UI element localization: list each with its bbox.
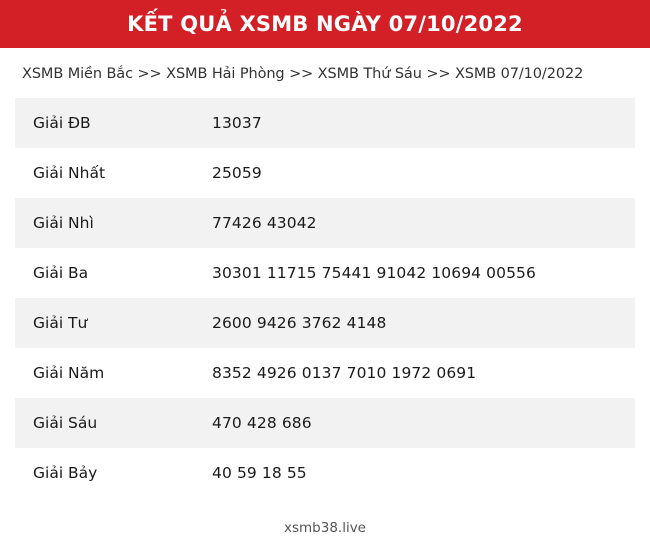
prize-value: 2600 9426 3762 4148 [212, 314, 387, 332]
breadcrumb-item-weekday[interactable]: XSMB Thứ Sáu [317, 66, 422, 82]
prize-label: Giải Sáu [33, 414, 98, 432]
footer-site-name: xsmb38.live [283, 520, 366, 536]
prize-label: Giải Năm [33, 364, 105, 382]
prize-value: 470 428 686 [212, 414, 312, 432]
prize-value: 25059 [212, 164, 262, 182]
table-row [15, 98, 635, 148]
breadcrumb-item-province[interactable]: XSMB Hải Phòng [166, 66, 285, 82]
table-row [15, 398, 635, 448]
prize-value: 77426 43042 [212, 214, 317, 232]
prize-label: Giải Bảy [33, 464, 98, 482]
breadcrumb-separator: >> [289, 66, 318, 82]
prize-label: Giải ĐB [33, 114, 91, 132]
prize-label: Giải Nhất [33, 164, 106, 182]
breadcrumb-separator: >> [137, 66, 167, 82]
prize-value: 30301 11715 75441 91042 10694 00556 [212, 264, 536, 282]
breadcrumb-item-region[interactable]: XSMB Miền Bắc [22, 66, 133, 82]
prize-label: Giải Ba [33, 264, 89, 282]
breadcrumb-separator: >> [426, 66, 455, 82]
table-row [15, 198, 635, 248]
prize-value: 8352 4926 0137 7010 1972 0691 [212, 364, 477, 382]
results-table [15, 98, 635, 498]
table-row [15, 248, 635, 298]
prize-value: 40 59 18 55 [212, 464, 307, 482]
prize-value: 13037 [212, 114, 262, 132]
table-row [15, 148, 635, 198]
page-title: KẾT QUẢ XSMB NGÀY 07/10/2022 [127, 12, 523, 36]
breadcrumb-item-date[interactable]: XSMB 07/10/2022 [454, 66, 584, 82]
prize-label: Giải Tư [33, 314, 88, 332]
table-row [15, 448, 635, 498]
table-row [15, 348, 635, 398]
breadcrumb [0, 48, 650, 98]
prize-label: Giải Nhì [33, 214, 94, 232]
page-header [0, 0, 650, 48]
table-row [15, 298, 635, 348]
